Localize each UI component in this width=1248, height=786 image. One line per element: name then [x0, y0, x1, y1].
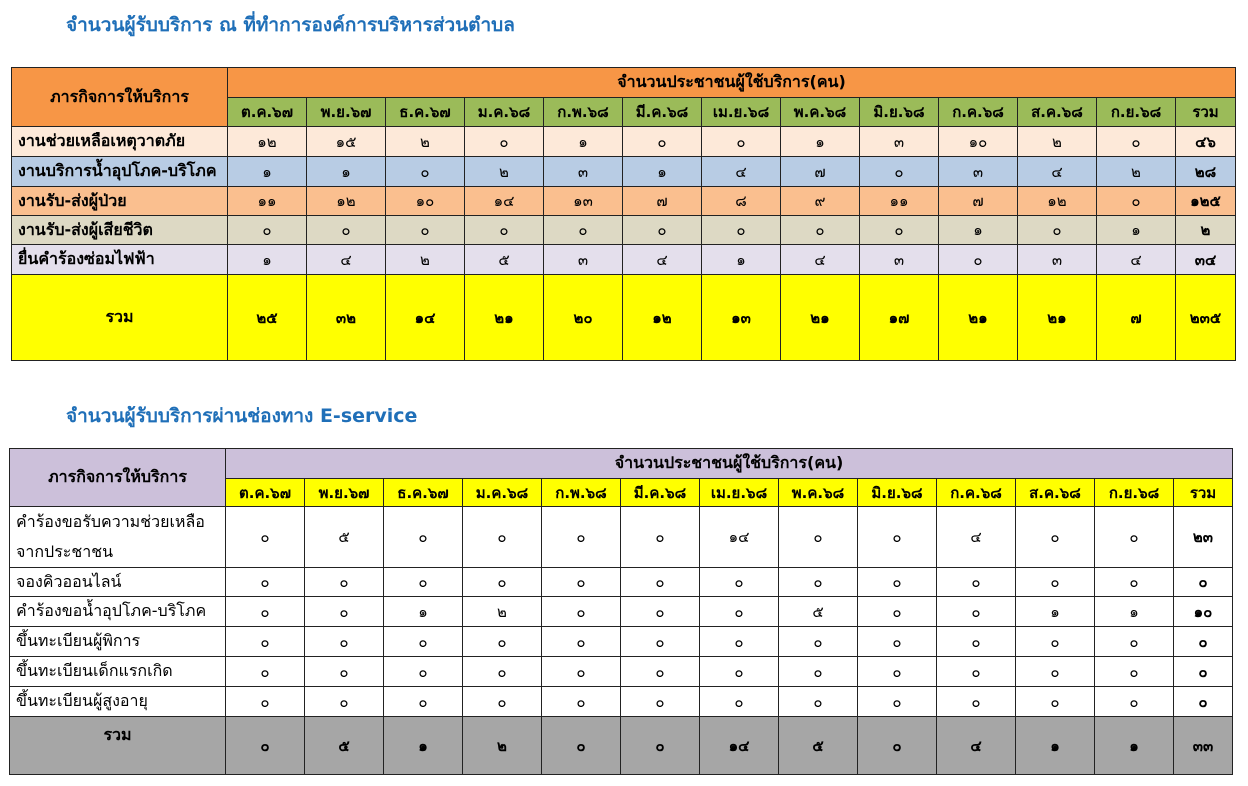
value-cell: ๑ [1097, 216, 1176, 245]
value-cell: ๐ [305, 568, 384, 597]
total-cell: ๗ [1097, 275, 1176, 361]
value-cell: ๐ [384, 568, 463, 597]
row-total-cell: ๒ [1176, 216, 1236, 245]
total-cell: ๐ [621, 717, 700, 775]
month-header: มี.ค.๖๘ [623, 98, 702, 127]
row-total-cell: ๑๒๕ [1176, 187, 1236, 216]
total-label: รวม [10, 717, 226, 775]
total-cell: ๓๒ [307, 275, 386, 361]
table1-title: จำนวนผู้รับบริการ ณ ที่ทำการองค์การบริหารส่วนตำบล [66, 14, 515, 36]
value-cell: ๐ [621, 597, 700, 627]
total-cell: ๓๓ [1174, 717, 1233, 775]
total-cell: ๐ [542, 717, 621, 775]
row-label: งานบริการน้ำอุปโภค-บริโภค [12, 157, 228, 187]
value-cell: ๐ [621, 568, 700, 597]
value-cell: ๐ [700, 627, 779, 657]
value-cell: ๒ [386, 245, 465, 275]
value-cell: ๑๐ [939, 127, 1018, 157]
value-cell: ๐ [384, 657, 463, 687]
value-cell: ๐ [542, 507, 621, 568]
value-cell: ๐ [702, 127, 781, 157]
value-cell: ๐ [1016, 657, 1095, 687]
total-cell: ๐ [858, 717, 937, 775]
value-cell: ๐ [384, 507, 463, 568]
value-cell: ๐ [779, 687, 858, 717]
month-header: ก.ย.๖๘ [1097, 98, 1176, 127]
value-cell: ๑ [384, 597, 463, 627]
total-cell: ๒ [463, 717, 542, 775]
value-cell: ๐ [937, 597, 1016, 627]
row-label: ขึ้นทะเบียนผู้พิการ [10, 627, 226, 657]
total-cell: ๑๓ [702, 275, 781, 361]
value-cell: ๐ [702, 216, 781, 245]
value-cell: ๐ [386, 157, 465, 187]
value-cell: ๐ [858, 597, 937, 627]
value-cell: ๑ [623, 157, 702, 187]
value-cell: ๐ [226, 657, 305, 687]
value-cell: ๐ [226, 687, 305, 717]
row-label: คำร้องขอน้ำอุปโภค-บริโภค [10, 597, 226, 627]
value-cell: ๐ [1097, 187, 1176, 216]
total-cell: ๒๓๕ [1176, 275, 1236, 361]
value-cell: ๐ [779, 627, 858, 657]
total-cell: ๑๔ [386, 275, 465, 361]
value-cell: ๐ [1016, 687, 1095, 717]
total-cell: ๒๑ [939, 275, 1018, 361]
value-cell: ๐ [621, 507, 700, 568]
month-header: ก.ย.๖๘ [1095, 479, 1174, 507]
value-cell: ๑ [228, 245, 307, 275]
value-cell: ๐ [463, 687, 542, 717]
value-cell: ๑ [228, 157, 307, 187]
value-cell: ๐ [937, 657, 1016, 687]
value-cell: ๓ [544, 157, 623, 187]
value-cell: ๙ [781, 187, 860, 216]
value-cell: ๑ [1016, 597, 1095, 627]
month-header: ส.ค.๖๘ [1018, 98, 1097, 127]
value-cell: ๐ [858, 687, 937, 717]
value-cell: ๐ [305, 597, 384, 627]
month-header: ก.พ.๖๘ [544, 98, 623, 127]
total-cell: ๒๐ [544, 275, 623, 361]
value-cell: ๐ [858, 627, 937, 657]
month-header: ส.ค.๖๘ [1016, 479, 1095, 507]
value-cell: ๐ [305, 627, 384, 657]
value-cell: ๓ [544, 245, 623, 275]
row-label: งานรับ-ส่งผู้ป่วย [12, 187, 228, 216]
row-total-cell: ๐ [1174, 627, 1233, 657]
row-header: ภารกิจการให้บริการ [10, 449, 226, 507]
value-cell: ๐ [307, 216, 386, 245]
table-row [10, 597, 1233, 627]
value-cell: ๐ [463, 568, 542, 597]
value-cell: ๑ [939, 216, 1018, 245]
group-header: จำนวนประชาชนผู้ใช้บริการ(คน) [228, 68, 1236, 98]
table-row [12, 245, 1236, 275]
value-cell: ๐ [305, 657, 384, 687]
row-label: ยื่นคำร้องซ่อมไฟฟ้า [12, 245, 228, 275]
value-cell: ๐ [1095, 568, 1174, 597]
value-cell: ๑ [781, 127, 860, 157]
value-cell: ๐ [1095, 657, 1174, 687]
table-row [10, 627, 1233, 657]
value-cell: ๐ [621, 687, 700, 717]
value-cell: ๓ [860, 127, 939, 157]
in-person-service-table [11, 67, 1236, 361]
value-cell: ๑๑ [228, 187, 307, 216]
value-cell: ๐ [700, 687, 779, 717]
total-row [10, 717, 1233, 775]
value-cell: ๗ [781, 157, 860, 187]
total-label: รวม [12, 275, 228, 361]
total-cell: ๐ [226, 717, 305, 775]
total-cell: ๑ [384, 717, 463, 775]
row-label: ขึ้นทะเบียนผู้สูงอายุ [10, 687, 226, 717]
value-cell: ๔ [1097, 245, 1176, 275]
row-label: งานช่วยเหลือเหตุวาตภัย [12, 127, 228, 157]
value-cell: ๑๒ [1018, 187, 1097, 216]
value-cell: ๐ [226, 507, 305, 568]
value-cell: ๑๐ [386, 187, 465, 216]
table-row [12, 187, 1236, 216]
value-cell: ๐ [542, 657, 621, 687]
table-row [10, 507, 1233, 568]
value-cell: ๐ [623, 216, 702, 245]
value-cell: ๕ [779, 597, 858, 627]
value-cell: ๐ [465, 216, 544, 245]
value-cell: ๐ [1095, 507, 1174, 568]
total-cell: ๒๕ [228, 275, 307, 361]
value-cell: ๐ [779, 657, 858, 687]
value-cell: ๐ [542, 597, 621, 627]
total-cell: ๕ [779, 717, 858, 775]
value-cell: ๑ [1095, 597, 1174, 627]
value-cell: ๐ [1018, 216, 1097, 245]
value-cell: ๐ [1095, 627, 1174, 657]
value-cell: ๐ [1095, 687, 1174, 717]
row-label: ขึ้นทะเบียนเด็กแรกเกิด [10, 657, 226, 687]
value-cell: ๐ [858, 657, 937, 687]
value-cell: ๗ [939, 187, 1018, 216]
total-row [12, 275, 1236, 361]
table-row [10, 657, 1233, 687]
value-cell: ๐ [384, 687, 463, 717]
value-cell: ๔ [781, 245, 860, 275]
value-cell: ๐ [1016, 568, 1095, 597]
value-cell: ๑๒ [307, 187, 386, 216]
value-cell: ๓ [939, 157, 1018, 187]
value-cell: ๐ [544, 216, 623, 245]
row-label: จองคิวออนไลน์ [10, 568, 226, 597]
value-cell: ๑๑ [860, 187, 939, 216]
value-cell: ๐ [305, 687, 384, 717]
row-total-cell: ๐ [1174, 568, 1233, 597]
month-header: มิ.ย.๖๘ [858, 479, 937, 507]
value-cell: ๐ [700, 568, 779, 597]
value-cell: ๐ [700, 597, 779, 627]
value-cell: ๐ [779, 568, 858, 597]
month-header: พ.ค.๖๘ [781, 98, 860, 127]
value-cell: ๐ [700, 657, 779, 687]
value-cell: ๓ [860, 245, 939, 275]
value-cell: ๐ [937, 687, 1016, 717]
value-cell: ๐ [1016, 507, 1095, 568]
value-cell: ๐ [542, 687, 621, 717]
month-header: ธ.ค.๖๗ [386, 98, 465, 127]
value-cell: ๕ [305, 507, 384, 568]
table2-title: จำนวนผู้รับบริการผ่านช่องทาง E-service [66, 405, 418, 427]
value-cell: ๐ [463, 627, 542, 657]
row-total-cell: ๐ [1174, 657, 1233, 687]
value-cell: ๐ [860, 216, 939, 245]
value-cell: ๐ [1097, 127, 1176, 157]
value-cell: ๑ [544, 127, 623, 157]
row-total-cell: ๒๓ [1174, 507, 1233, 568]
month-header: ต.ค.๖๗ [228, 98, 307, 127]
value-cell: ๔ [937, 507, 1016, 568]
value-cell: ๐ [226, 627, 305, 657]
value-cell: ๐ [228, 216, 307, 245]
value-cell: ๐ [542, 627, 621, 657]
value-cell: ๐ [621, 627, 700, 657]
value-cell: ๐ [781, 216, 860, 245]
total-cell: ๒๑ [781, 275, 860, 361]
value-cell: ๑ [307, 157, 386, 187]
value-cell: ๔ [1018, 157, 1097, 187]
month-header: ก.พ.๖๘ [542, 479, 621, 507]
total-cell: ๑๒ [623, 275, 702, 361]
row-total-cell: ๔๖ [1176, 127, 1236, 157]
value-cell: ๔ [702, 157, 781, 187]
value-cell: ๑ [702, 245, 781, 275]
value-cell: ๐ [858, 568, 937, 597]
row-total-cell: ๒๘ [1176, 157, 1236, 187]
value-cell: ๐ [623, 127, 702, 157]
month-header: เม.ย.๖๘ [700, 479, 779, 507]
value-cell: ๐ [386, 216, 465, 245]
value-cell: ๐ [542, 568, 621, 597]
total-cell: ๑๗ [860, 275, 939, 361]
value-cell: ๑๔ [700, 507, 779, 568]
table-row [12, 127, 1236, 157]
month-header: ก.ค.๖๘ [937, 479, 1016, 507]
value-cell: ๒ [1097, 157, 1176, 187]
value-cell: ๔ [623, 245, 702, 275]
month-header: มิ.ย.๖๘ [860, 98, 939, 127]
total-cell: ๒๑ [1018, 275, 1097, 361]
month-header: ก.ค.๖๘ [939, 98, 1018, 127]
total-cell: ๑ [1095, 717, 1174, 775]
value-cell: ๒ [386, 127, 465, 157]
value-cell: ๐ [1016, 627, 1095, 657]
value-cell: ๐ [858, 507, 937, 568]
month-header: พ.ค.๖๘ [779, 479, 858, 507]
value-cell: ๐ [939, 245, 1018, 275]
total-cell: ๒๑ [465, 275, 544, 361]
month-header: รวม [1174, 479, 1233, 507]
month-header: พ.ย.๖๗ [305, 479, 384, 507]
value-cell: ๒ [463, 597, 542, 627]
table-row [10, 568, 1233, 597]
month-header: ม.ค.๖๘ [465, 98, 544, 127]
value-cell: ๐ [226, 568, 305, 597]
month-header: ธ.ค.๖๗ [384, 479, 463, 507]
value-cell: ๐ [226, 597, 305, 627]
table-row [12, 216, 1236, 245]
row-label: คำร้องขอรับความช่วยเหลือจากประชาชน [10, 507, 226, 568]
value-cell: ๑๓ [544, 187, 623, 216]
value-cell: ๑๔ [465, 187, 544, 216]
value-cell: ๒ [465, 157, 544, 187]
total-cell: ๑๔ [700, 717, 779, 775]
value-cell: ๑๕ [307, 127, 386, 157]
e-service-table [9, 448, 1233, 775]
row-total-cell: ๐ [1174, 687, 1233, 717]
value-cell: ๓ [1018, 245, 1097, 275]
value-cell: ๐ [384, 627, 463, 657]
value-cell: ๐ [860, 157, 939, 187]
month-header: เม.ย.๖๘ [702, 98, 781, 127]
row-label: งานรับ-ส่งผู้เสียชีวิต [12, 216, 228, 245]
value-cell: ๐ [779, 507, 858, 568]
row-total-cell: ๓๔ [1176, 245, 1236, 275]
value-cell: ๕ [465, 245, 544, 275]
total-cell: ๔ [937, 717, 1016, 775]
row-total-cell: ๑๐ [1174, 597, 1233, 627]
value-cell: ๐ [937, 568, 1016, 597]
group-header: จำนวนประชาชนผู้ใช้บริการ(คน) [226, 449, 1233, 479]
value-cell: ๗ [623, 187, 702, 216]
month-header: พ.ย.๖๗ [307, 98, 386, 127]
month-header: รวม [1176, 98, 1236, 127]
total-cell: ๑ [1016, 717, 1095, 775]
value-cell: ๑๒ [228, 127, 307, 157]
value-cell: ๐ [463, 507, 542, 568]
value-cell: ๐ [465, 127, 544, 157]
table-row [10, 687, 1233, 717]
value-cell: ๐ [463, 657, 542, 687]
month-header: ต.ค.๖๗ [226, 479, 305, 507]
row-header: ภารกิจการให้บริการ [12, 68, 228, 127]
table-row [12, 157, 1236, 187]
month-header: มี.ค.๖๘ [621, 479, 700, 507]
value-cell: ๐ [937, 627, 1016, 657]
value-cell: ๒ [1018, 127, 1097, 157]
total-cell: ๕ [305, 717, 384, 775]
value-cell: ๔ [307, 245, 386, 275]
value-cell: ๘ [702, 187, 781, 216]
value-cell: ๐ [621, 657, 700, 687]
month-header: ม.ค.๖๘ [463, 479, 542, 507]
